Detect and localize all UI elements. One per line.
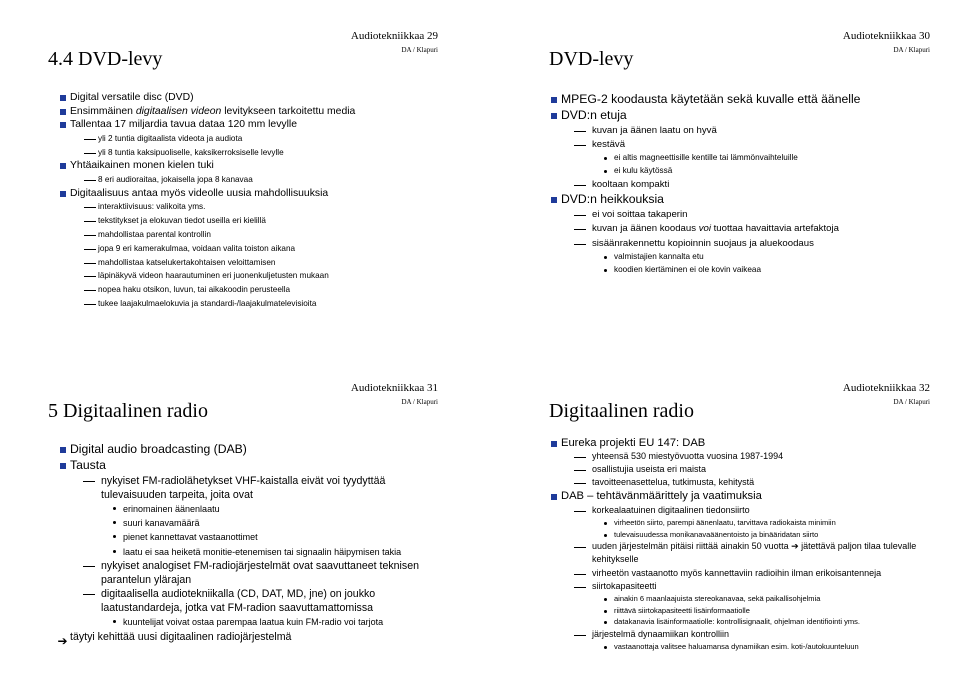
dash-bullet-icon — [574, 547, 586, 548]
list-item: Tausta — [55, 458, 444, 474]
list-subsubitem: pienet kannettavat vastaanottimet — [113, 530, 444, 544]
list-subitem: kuvan ja äänen koodaus voi tuottaa havaittavia artefaktoja — [574, 222, 936, 236]
list-subitem: virheetön vastaanotto myös kannettaviin radioihin ilman erikoisantenneja — [574, 567, 936, 580]
dot-bullet-icon — [604, 269, 607, 272]
dot-bullet-icon — [604, 646, 607, 649]
slide-title: Digitaalinen radio — [549, 400, 694, 422]
dash-bullet-icon — [84, 290, 96, 291]
list-subitem: yli 8 tuntia kaksipuoliselle, kaksikerroksiselle levylle — [84, 146, 444, 160]
square-bullet-icon — [60, 447, 66, 453]
list-subitem: yli 2 tuntia digitaalista videota ja audiota — [84, 132, 444, 146]
slide-meta — [843, 30, 930, 54]
dash-bullet-icon — [83, 594, 95, 595]
list-subitem: interaktiivisuus: valikoita yms. — [84, 200, 444, 214]
list-subsubitem: suuri kanavamäärä — [113, 516, 444, 530]
slide-body — [55, 442, 444, 647]
list-subsubitem: virheetön siirto, parempi äänenlaatu, tarvittava radiokaista minimiin — [604, 517, 936, 529]
square-bullet-icon — [551, 494, 557, 500]
dash-bullet-icon — [84, 180, 96, 181]
list-item: Yhtäaikainen monen kielen tuki — [55, 159, 444, 173]
list-subsubitem: riittävä siirtokapasiteetti lisäinformaatiolle — [604, 605, 936, 617]
list-subitem: digitaalisella audiotekniikalla (CD, DAT, MD, jne) on joukko laatustandardeja, jotka vat FM-radion saavuttamattomissa — [83, 587, 444, 615]
dot-bullet-icon — [604, 621, 607, 624]
slide-body — [546, 436, 936, 653]
slide-author: DA / Klapuri — [893, 45, 930, 54]
dot-bullet-icon — [113, 550, 116, 553]
slide-title: DVD-levy — [549, 48, 634, 70]
dash-bullet-icon — [84, 304, 96, 305]
slide-body — [546, 92, 936, 276]
slide-number: Audiotekniikkaa 31 — [350, 382, 438, 394]
dash-bullet-icon — [574, 215, 586, 216]
slide-number: Audiotekniikkaa 30 — [842, 30, 930, 42]
dash-bullet-icon — [574, 185, 586, 186]
list-subsubitem: tulevaisuudessa monikanavaäänentoisto ja binääridatan siirto — [604, 529, 936, 541]
dash-bullet-icon — [84, 235, 96, 236]
dash-bullet-icon — [574, 511, 586, 512]
list-subitem: korkealaatuinen digitaalinen tiedonsiirto — [574, 504, 936, 517]
list-subitem: nopea haku otsikon, luvun, tai aikakoodin perusteella — [84, 283, 444, 297]
list-item: DAB – tehtävänmäärittely ja vaatimuksia — [546, 489, 936, 503]
list-item: Digitaalisuus antaa myös videolle uusia mahdollisuuksia — [55, 187, 444, 201]
dash-bullet-icon — [574, 635, 586, 636]
list-subitem: yhteensä 530 miestyövuotta vuosina 1987-1994 — [574, 450, 936, 463]
dash-bullet-icon — [574, 131, 586, 132]
slide-body — [55, 91, 444, 311]
list-subitem: nykyiset FM-radiolähetykset VHF-kaistalla eivät voi tyydyttää tulevaisuuden tarpeita, joita ovat — [83, 474, 444, 502]
list-subsubitem: vastaanottaja valitsee haluamansa dynamiikan esim. koti-/autokuunteluun — [604, 641, 936, 653]
list-item: Tallentaa 17 miljardia tavua dataa 120 mm levylle — [55, 118, 444, 132]
dot-bullet-icon — [604, 610, 607, 613]
slide-32 — [500, 370, 950, 690]
square-bullet-icon — [551, 97, 557, 103]
dash-bullet-icon — [574, 457, 586, 458]
list-subsubitem: datakanavia lisäinformaatiolle: kontrollisignaalit, ohjelman identifiointi yms. — [604, 616, 936, 628]
list-item: Digital audio broadcasting (DAB) — [55, 442, 444, 458]
dash-bullet-icon — [84, 221, 96, 222]
list-subitem: nykyiset analogiset FM-radiojärjestelmät ovat saavuttaneet teknisen parantelun ylärajan — [83, 559, 444, 587]
list-subitem: kuvan ja äänen laatu on hyvä — [574, 124, 936, 138]
dot-bullet-icon — [604, 598, 607, 601]
list-subsubitem: ainakin 6 maanlaajuista stereokanavaa, sekä paikallisohjelmia — [604, 593, 936, 605]
dash-bullet-icon — [83, 481, 95, 482]
list-item: MPEG-2 koodausta käytetään sekä kuvalle että äänelle — [546, 92, 936, 108]
square-bullet-icon — [60, 95, 66, 101]
arrow-right-icon: ➔ — [57, 633, 68, 648]
dash-bullet-icon — [84, 153, 96, 154]
list-subsubitem: koodien kiertäminen ei ole kovin vaikeaa — [604, 264, 936, 277]
list-item: Ensimmäinen digitaalisen videon levitykseen tarkoitettu media — [55, 105, 444, 119]
dash-bullet-icon — [84, 249, 96, 250]
arrow-right-icon: ➔ — [791, 541, 799, 552]
dot-bullet-icon — [604, 157, 607, 160]
dash-bullet-icon — [574, 483, 586, 484]
dash-bullet-icon — [574, 145, 586, 146]
list-subitem: kestävä — [574, 138, 936, 152]
list-subsubitem: ei altis magneettisille kentille tai lämmönvaihteluille — [604, 152, 936, 165]
list-subitem: mahdollistaa katselukertakohtaisen veloittamisen — [84, 256, 444, 270]
list-subitem: tukee laajakulmaelokuvia ja standardi-/laajakulmatelevisioita — [84, 297, 444, 311]
dot-bullet-icon — [113, 620, 116, 623]
list-item: Eureka projekti EU 147: DAB — [546, 436, 936, 450]
slide-author: DA / Klapuri — [401, 45, 438, 54]
list-subitem: tekstitykset ja elokuvan tiedot useilla eri kielillä — [84, 214, 444, 228]
dot-bullet-icon — [113, 535, 116, 538]
list-subsubitem: kuuntelijat voivat ostaa parempaa laatua kuin FM-radio voi tarjota — [113, 615, 444, 629]
list-item: ➔ täytyi kehittää uusi digitaalinen radiojärjestelmä — [57, 630, 292, 648]
list-subitem: läpinäkyvä videon haarautuminen eri juonenkuljetusten mukaan — [84, 269, 444, 283]
dash-bullet-icon — [574, 587, 586, 588]
square-bullet-icon — [551, 113, 557, 119]
list-subitem: järjestelmä dynaamiikan kontrolliin — [574, 628, 936, 641]
dot-bullet-icon — [113, 507, 116, 510]
list-subitem: sisäänrakennettu kopioinnin suojaus ja aluekoodaus — [574, 237, 936, 251]
list-subsubitem: valmistajien kannalta etu — [604, 251, 936, 264]
list-subitem: uuden järjestelmän pitäisi riittää ainakin 50 vuotta ➔ jätettävä paljon tilaa tulevalle kehitykselle — [574, 540, 936, 566]
square-bullet-icon — [60, 122, 66, 128]
slide-number: Audiotekniikkaa 29 — [350, 30, 438, 42]
list-subsubitem: ei kulu käytössä — [604, 165, 936, 178]
slide-title: 4.4 DVD-levy — [48, 48, 163, 70]
list-item: Digital versatile disc (DVD) — [55, 91, 444, 105]
dash-bullet-icon — [84, 139, 96, 140]
dash-bullet-icon — [83, 566, 95, 567]
slide-author: DA / Klapuri — [401, 397, 438, 406]
square-bullet-icon — [551, 441, 557, 447]
slide-number: Audiotekniikkaa 32 — [842, 382, 930, 394]
slide-title: 5 Digitaalinen radio — [48, 400, 208, 422]
list-subsubitem: erinomainen äänenlaatu — [113, 502, 444, 516]
dash-bullet-icon — [84, 207, 96, 208]
square-bullet-icon — [60, 191, 66, 197]
dot-bullet-icon — [604, 170, 607, 173]
square-bullet-icon — [60, 109, 66, 115]
dash-bullet-icon — [574, 244, 586, 245]
list-subitem: mahdollistaa parental kontrollin — [84, 228, 444, 242]
list-item: DVD:n etuja — [546, 108, 936, 124]
slide-30 — [500, 18, 950, 338]
dash-bullet-icon — [574, 229, 586, 230]
slide-meta — [351, 30, 438, 54]
slide-meta — [351, 382, 438, 406]
list-subitem: osallistujia useista eri maista — [574, 463, 936, 476]
slide-31 — [8, 370, 458, 690]
dash-bullet-icon — [574, 574, 586, 575]
square-bullet-icon — [60, 463, 66, 469]
dash-bullet-icon — [574, 470, 586, 471]
slide-29 — [8, 18, 458, 338]
dash-bullet-icon — [84, 276, 96, 277]
list-subitem: siirtokapasiteetti — [574, 580, 936, 593]
slide-author: DA / Klapuri — [893, 397, 930, 406]
dot-bullet-icon — [604, 522, 607, 525]
list-subitem: kooltaan kompakti — [574, 178, 936, 192]
square-bullet-icon — [60, 163, 66, 169]
slide-meta — [843, 382, 930, 406]
dash-bullet-icon — [84, 263, 96, 264]
list-subitem: tavoitteenasettelua, tutkimusta, kehitystä — [574, 476, 936, 489]
list-subitem: ei voi soittaa takaperin — [574, 208, 936, 222]
list-subitem: jopa 9 eri kamerakulmaa, voidaan valita toiston aikana — [84, 242, 444, 256]
dot-bullet-icon — [604, 256, 607, 259]
square-bullet-icon — [551, 197, 557, 203]
list-subitem: 8 eri audioraitaa, jokaisella jopa 8 kanavaa — [84, 173, 444, 187]
dot-bullet-icon — [604, 534, 607, 537]
dot-bullet-icon — [113, 521, 116, 524]
list-subsubitem: laatu ei saa heiketä monitie-etenemisen tai signaalin häipymisen takia — [113, 545, 444, 559]
list-item: DVD:n heikkouksia — [546, 192, 936, 208]
